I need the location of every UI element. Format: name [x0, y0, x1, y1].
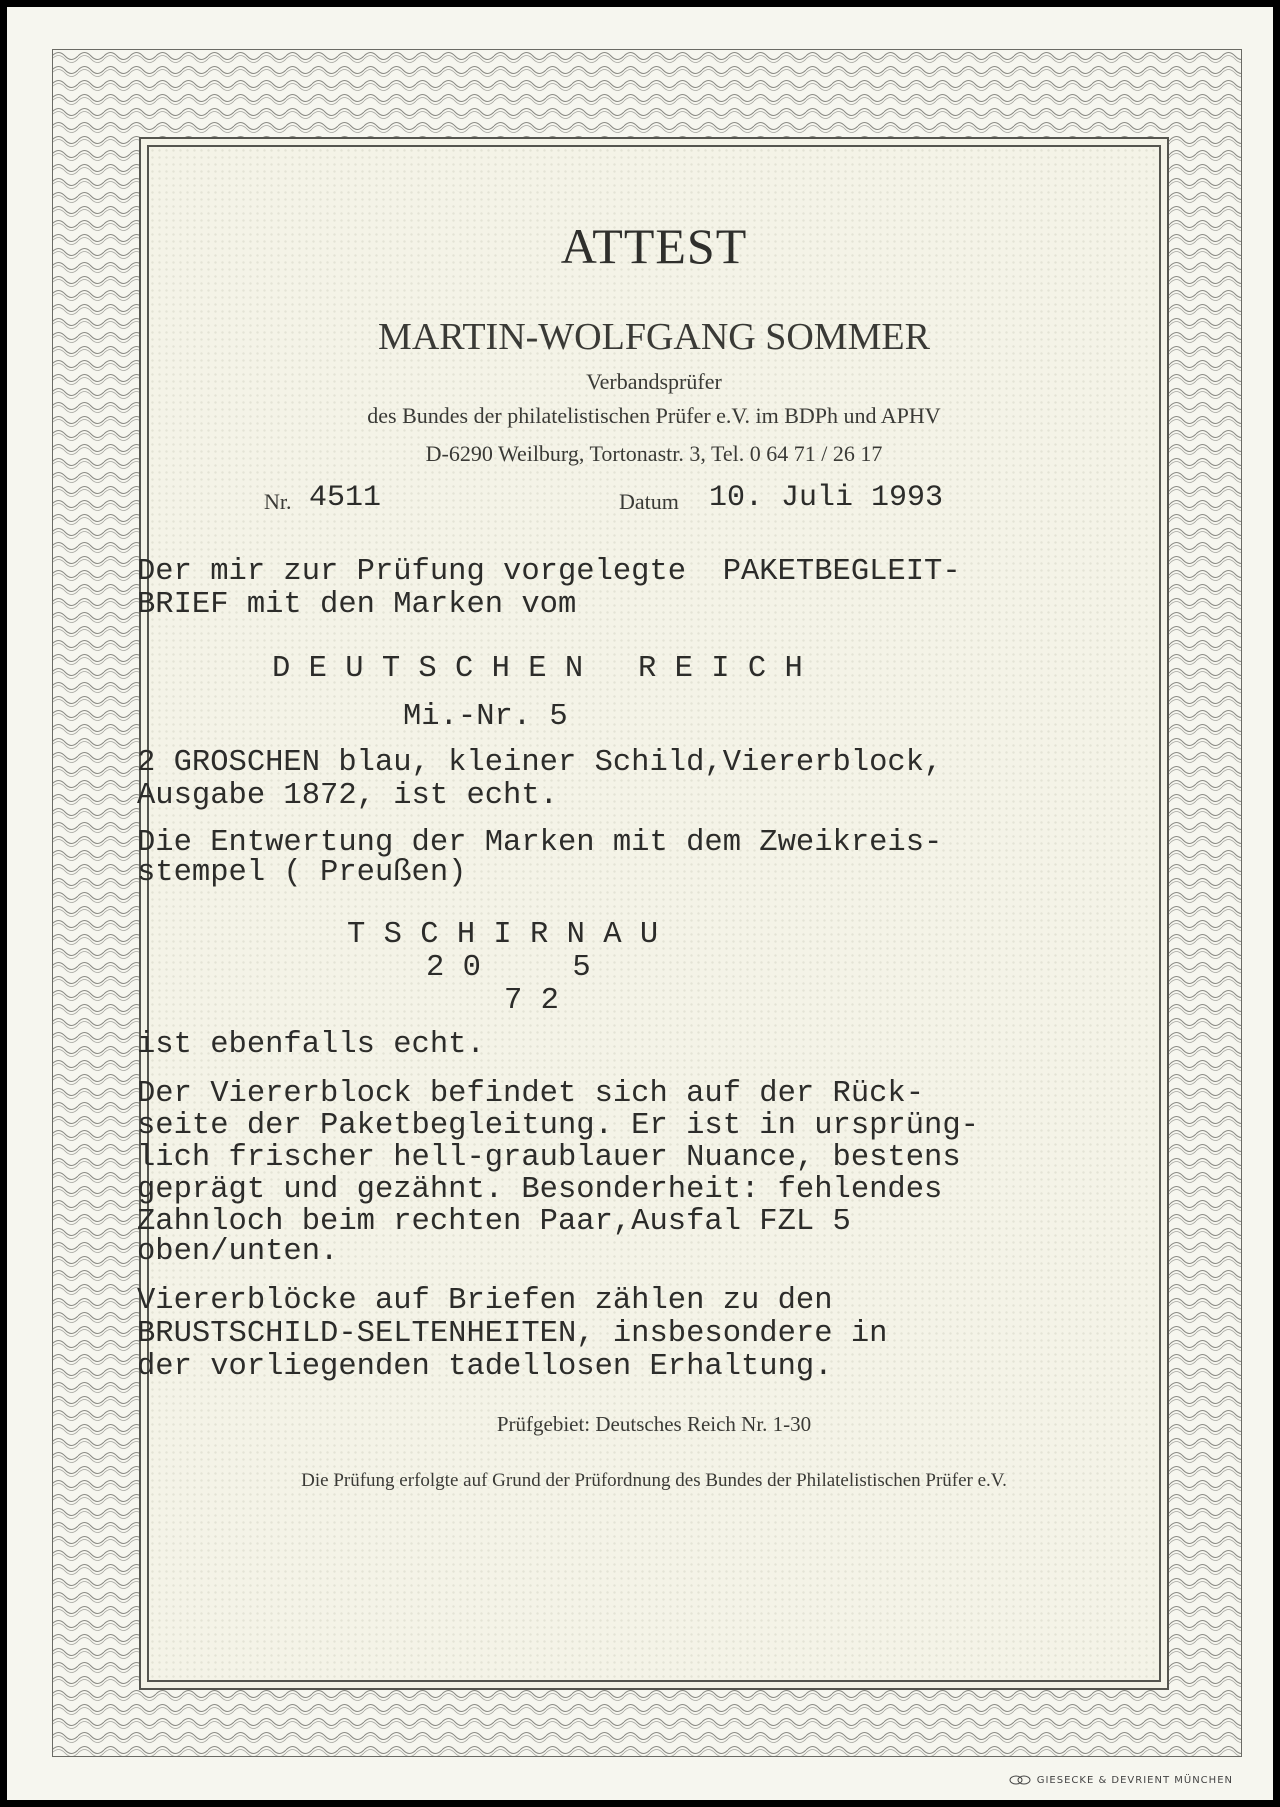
address-line: D-6290 Weilburg, Tortonastr. 3, Tel. 0 64 71 / 26 17	[425, 441, 883, 466]
rarity-line-3: der vorliegenden tadellosen Erhaltung.	[137, 1350, 833, 1384]
description-line-3: lich frischer hell-graublauer Nuance, bestens	[137, 1141, 961, 1175]
description-line-1: Der Viererblock befindet sich auf der Rück-	[137, 1077, 925, 1111]
description-line-6: oben/unten.	[137, 1235, 339, 1269]
catalog-number: Mi.-Nr. 5	[403, 700, 568, 734]
datum-label: Datum	[619, 489, 679, 514]
nr-label: Nr.	[264, 489, 292, 514]
rarity-line-1: Viererblöcke auf Briefen zählen zu den	[137, 1284, 833, 1318]
postmark-year: 7 2	[504, 984, 559, 1018]
description-line-2: seite der Paketbegleitung. Er ist in ursprüng-	[137, 1109, 979, 1143]
description-line-4: geprägt und gezähnt. Besonderheit: fehlendes	[137, 1173, 943, 1207]
association-line: des Bundes der philatelistischen Prüfer e.V. im BDPh und APHV	[367, 403, 941, 428]
nr-value: 4511	[309, 481, 382, 515]
examiner-name: MARTIN-WOLFGANG SOMMER	[378, 316, 930, 358]
intro-line-1: Der mir zur Prüfung vorgelegte PAKETBEGLEIT-	[137, 555, 961, 589]
also-genuine: ist ebenfalls echt.	[137, 1028, 485, 1062]
examination-basis: Die Prüfung erfolgte auf Grund der Prüfordnung des Bundes der Philatelistischen Prüfer e.V.	[301, 1470, 1007, 1491]
intro-line-2: BRIEF mit den Marken vom	[137, 588, 577, 622]
certificate-body	[137, 145, 1161, 1682]
country-name: D E U T S C H E N R E I C H	[272, 652, 803, 686]
postmark-day: 2 0 5	[426, 951, 591, 985]
certificate-sheet	[7, 7, 1273, 1800]
cancel-line-2: stempel ( Preußen)	[137, 856, 467, 890]
examination-area: Prüfgebiet: Deutsches Reich Nr. 1-30	[496, 1412, 812, 1436]
datum-value: 10. Juli 1993	[709, 481, 944, 515]
stamp-line-2: Ausgabe 1872, ist echt.	[137, 779, 558, 813]
stamp-line-1: 2 GROSCHEN blau, kleiner Schild,Viererblock,	[137, 746, 943, 780]
description-line-5: Zahnloch beim rechten Paar,Ausfal FZL 5	[137, 1205, 851, 1239]
examiner-role: Verbandsprüfer	[586, 369, 722, 394]
cancel-line-1: Die Entwertung der Marken mit dem Zweikreis-	[137, 826, 943, 860]
certificate-title: ATTEST	[560, 218, 748, 274]
printer-name: GIESECKE & DEVRIENT MÜNCHEN	[1036, 1775, 1233, 1786]
printer-logo-icon	[1009, 1775, 1031, 1785]
rarity-line-2: BRUSTSCHILD-SELTENHEITEN, insbesondere in	[137, 1317, 888, 1351]
printer-credit	[1009, 1775, 1233, 1786]
postmark-town: T S C H I R N A U	[347, 918, 659, 952]
